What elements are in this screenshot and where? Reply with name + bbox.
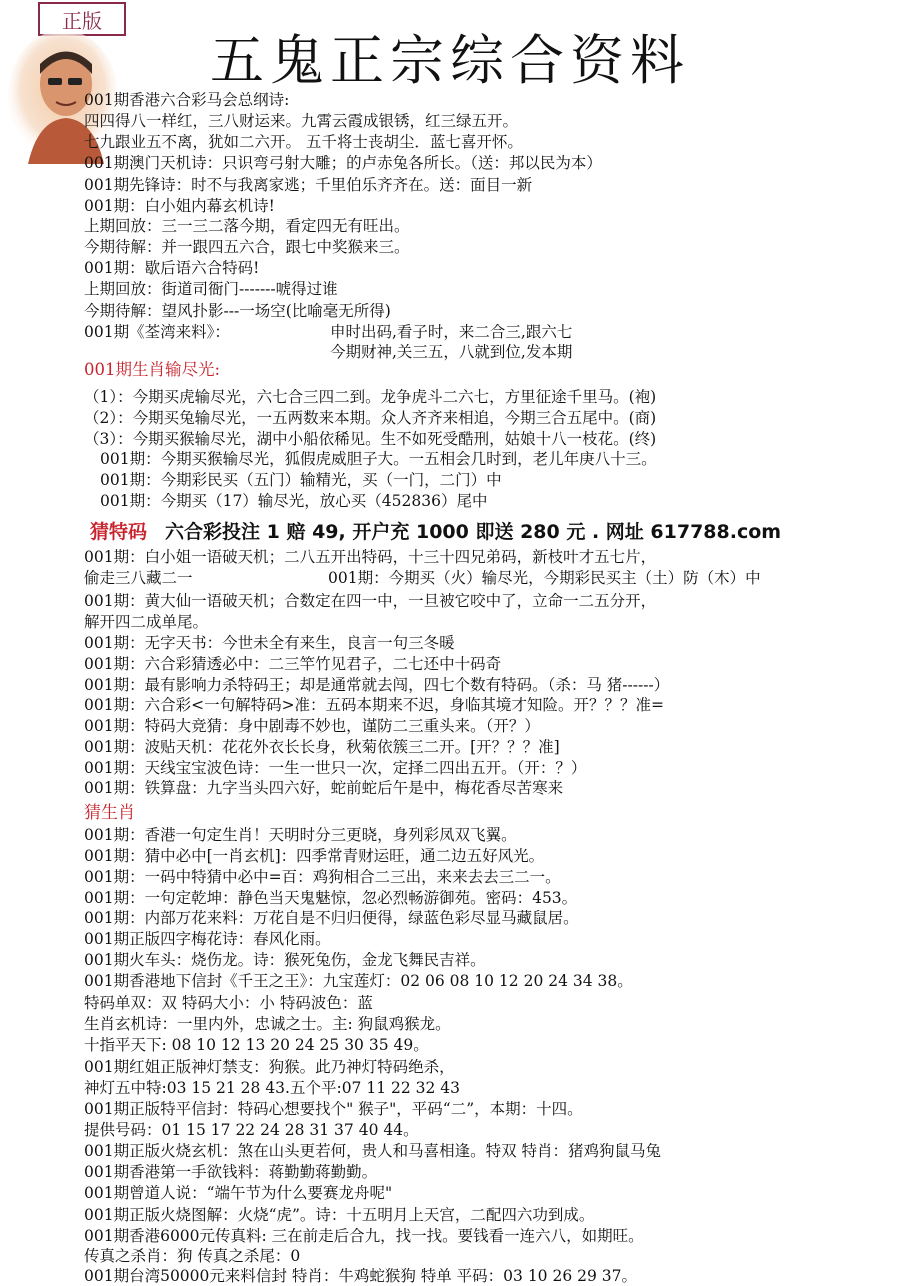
text-line: 四四得八一样红，三八财运来。九霄云霞成银锈，红三绿五开。 xyxy=(84,112,519,130)
promo-text: 六合彩投注 1 赔 49, 开户充 1000 即送 280 元 . 网址 617788.com xyxy=(165,521,782,543)
text-line: 001期正版特平信封：特码心想要找个" 猴子"，平码“二”，本期：十四。 xyxy=(84,1100,583,1118)
text-line: 001期《荃湾来料》： xyxy=(84,323,230,341)
text-line: 001期：特码大竞猜：身中剧毒不妙也，谨防二三重头来。（开？） xyxy=(84,717,540,735)
text-line: 001期正版火烧玄机：煞在山头更若何，贵人和马喜相逢。特双 特肖：猪鸡狗鼠马兔 xyxy=(84,1142,662,1160)
text-line: 001期：今期买（火）输尽光，今期彩民买主（土）防（木）中 xyxy=(328,569,761,587)
text-line: 001期：今期买（17）输尽光，放心买（452836）尾中 xyxy=(100,492,488,510)
text-line: 十指平天下: 08 10 12 13 20 24 25 30 35 49。 xyxy=(84,1036,429,1054)
text-line: 001期香港第一手欲钱料：蒋勤勤蒋勤勤。 xyxy=(84,1163,378,1181)
text-line: 今期待解：并一跟四五六合，跟七中奖猴来三。 xyxy=(84,238,410,256)
text-line: 001期先锋诗：时不与我离家逃；千里伯乐齐齐在。送：面目一新 xyxy=(84,176,533,194)
text-line: 001期：一码中特猜中必中=百：鸡狗相合二三出，来来去去三二一。 xyxy=(84,868,561,886)
text-line: 特码单双：双 特码大小：小 特码波色：蓝 xyxy=(84,994,373,1012)
text-line: 001期：无字天书：今世未全有来生，良言一句三冬暖 xyxy=(84,634,455,652)
text-line: 上期回放：街道司衙门-------唬得过谁 xyxy=(84,280,338,298)
page-title: 五鬼正宗综合资料 xyxy=(210,29,690,92)
text-line: 神灯五中特:03 15 21 28 43.五个平:07 11 22 32 43 xyxy=(84,1079,461,1097)
text-line: 提供号码：01 15 17 22 24 28 31 37 40 44。 xyxy=(84,1121,419,1139)
text-line: 001期：波贴天机：花花外衣长长身，秋菊依簇三二开。[开？？？准] xyxy=(84,738,560,756)
text-line: 001期火车头：烧伤龙。诗：猴死兔伤，金龙飞舞民吉祥。 xyxy=(84,951,486,969)
text-line: 001期：黄大仙一语破天机；合数定在四一中，一旦被它咬中了，立命一二五分开， xyxy=(84,592,657,610)
text-line: 001期：香港一句定生肖！天明时分三更晓，身列彩凤双飞翼。 xyxy=(84,826,517,844)
text-line: 生肖玄机诗：一里内外，忠诚之士。主: 狗鼠鸡猴龙。 xyxy=(84,1015,451,1033)
text-line: 001期：天线宝宝波色诗：一生一世只一次，定择二四出五开。（开：？） xyxy=(84,759,587,777)
text-line: 001期正版火烧图解：火烧“虎”。诗：十五明月上天宫，二配四六功到成。 xyxy=(84,1206,595,1224)
text-line: （1）：今期买虎输尽光，六七合三四二到。龙争虎斗二六七，方里征途千里马。(袍) xyxy=(84,388,657,406)
text-line: 001期：白小姐内幕玄机诗! xyxy=(84,197,275,215)
text-line: 001期香港6000元传真料: 三在前走后合九，找一找。要钱看一连六八，如期旺。 xyxy=(84,1227,644,1245)
text-line: 001期：今期买猴输尽光，狐假虎威胆子大。一五相会几时到，老儿年庚八十三。 xyxy=(100,450,657,468)
text-line: 001期：铁算盘：九字当头四六好，蛇前蛇后午是中，梅花香尽苦寒来 xyxy=(84,779,564,797)
text-line: 001期：内部万花来料：万花自是不归归便得，绿蓝色彩尽显马藏鼠居。 xyxy=(84,909,579,927)
text-line: 001期：白小姐一语破天机；二八五开出特码，十三十四兄弟码，新枝叶才五七片， xyxy=(84,548,657,566)
text-line: 001期：猜中必中[一肖玄机]：四季常青财运旺，通二边五好风光。 xyxy=(84,847,545,865)
promo-label: 猜特码 xyxy=(90,521,148,543)
text-line: 今期待解：望风扑影---一场空(比喻毫无所得) xyxy=(84,302,391,320)
text-line: 001期：六合彩猜透必中：二三竿竹见君子，二七还中十码奇 xyxy=(84,655,502,673)
text-line: 001期红姐正版神灯禁支：狗猴。此乃神灯特码绝杀， xyxy=(84,1058,455,1076)
text-line: 偷走三八藏二一 xyxy=(84,569,193,587)
text-line: 001期澳门天机诗：只识弯弓射大雕；的卢赤兔各所长。（送：邦以民为本） xyxy=(84,154,602,172)
text-line: 001期正版四字梅花诗：春风化雨。 xyxy=(84,930,331,948)
text-line: 001期台湾50000元来料信封 特肖：牛鸡蛇猴狗 特单 平码：03 10 26 29 37。 xyxy=(84,1267,637,1285)
text-line: （3）：今期买猴输尽光，湖中小船依稀见。生不如死受酷刑，姑娘十八一枝花。(终) xyxy=(84,430,657,448)
section-heading: 001期生肖输尽光: xyxy=(84,360,221,379)
section-heading: 猜生肖 xyxy=(84,803,135,823)
text-line: 001期：最有影响力杀特码王；却是通常就去闯，四七个数有特码。（杀：马 猪------） xyxy=(84,676,670,694)
text-line: 001期：六合彩<一句解特码>准：五码本期来不迟，身临其境才知险。开？？？准= xyxy=(84,696,665,714)
text-line: （2）：今期买兔输尽光，一五两数来本期。众人齐齐来相追，今期三合五尾中。(商) xyxy=(84,409,657,427)
text-line: 001期曾道人说：“端午节为什么要赛龙舟呢" xyxy=(84,1184,393,1202)
text-line: 七九跟业五不离，犹如二六开。 五千将士丧胡尘．蓝七喜开怀。 xyxy=(84,133,523,151)
text-line: 今期财神,关三五，八就到位,发本期 xyxy=(330,343,573,361)
text-line: 上期回放：三一三二落今期，看定四无有旺出。 xyxy=(84,217,410,235)
text-line: 001期香港六合彩马会总纲诗: xyxy=(84,91,290,109)
text-line: 001期：一句定乾坤：静色当天鬼魅惊，忽必烈畅游御苑。密码：453。 xyxy=(84,889,578,907)
edition-badge: 正版 xyxy=(38,2,126,36)
text-line: 001期香港地下信封《千王之王》：九宝莲灯：02 06 08 10 12 20 24 34 38。 xyxy=(84,972,633,990)
text-line: 001期：歇后语六合特码! xyxy=(84,259,260,277)
promo-banner xyxy=(90,517,781,544)
text-line: 解开四二成单尾。 xyxy=(84,613,209,631)
text-line: 申时出码,看子时，来二合三,跟六七 xyxy=(330,323,573,341)
text-line: 传真之杀肖：狗 传真之杀尾：0 xyxy=(84,1247,301,1265)
text-line: 001期：今期彩民买（五门）输精光，买（一门，二门）中 xyxy=(100,471,502,489)
